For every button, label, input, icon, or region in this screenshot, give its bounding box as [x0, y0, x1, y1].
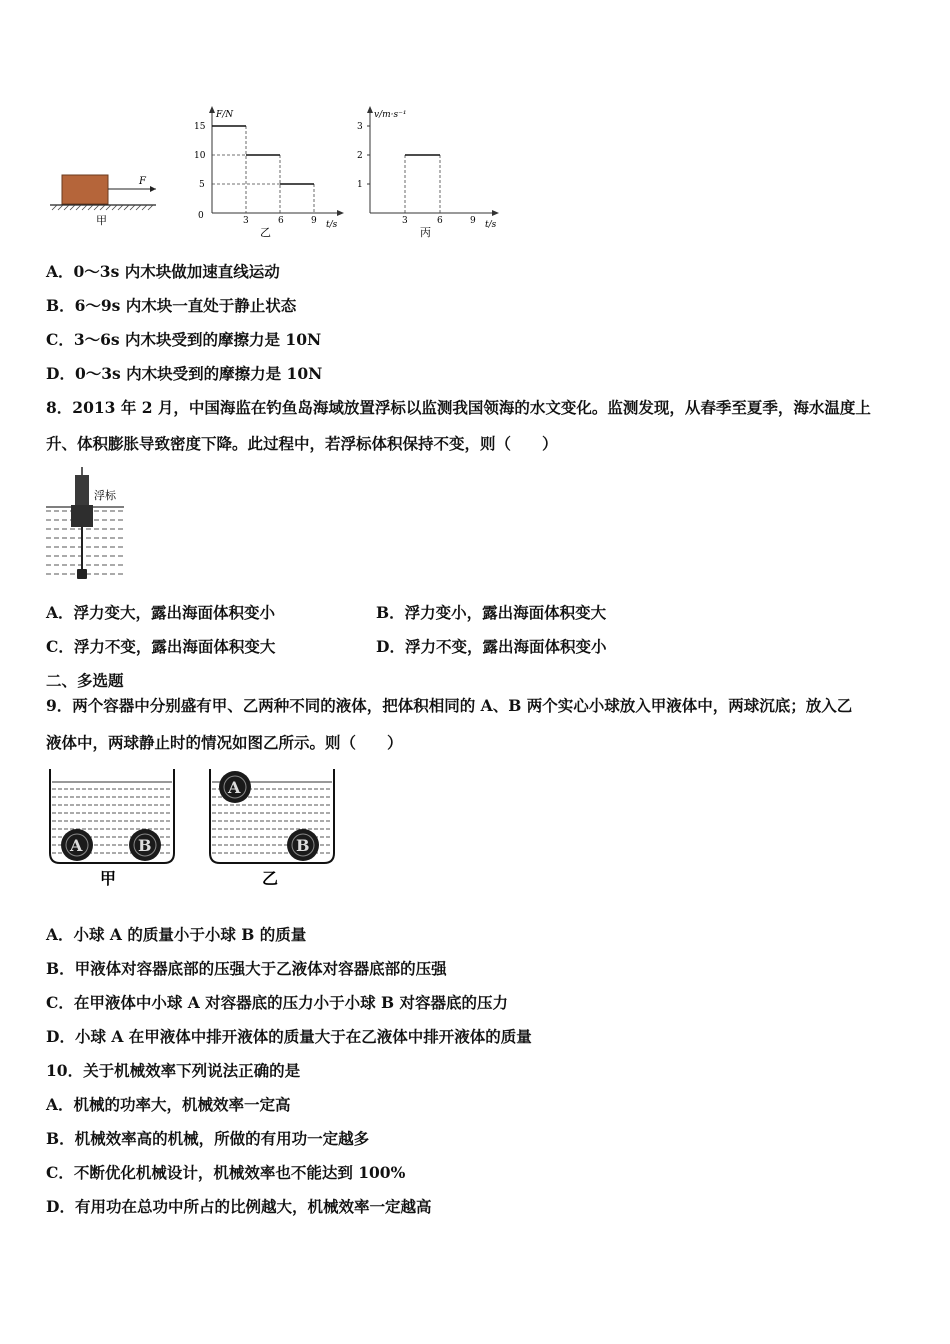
q8-option-a: A．浮力变大，露出海面体积变小: [46, 603, 276, 622]
q7-graph-yi: [190, 100, 350, 245]
graph-bing-ylabel: v/m·s⁻¹: [374, 110, 407, 120]
section-title-multi-choice: 二、多选题: [46, 671, 124, 690]
q8-option-b: B．浮力变小，露出海面体积变大: [376, 603, 607, 622]
ball-b-yi-label: B: [296, 836, 310, 855]
ball-a-jia-label: A: [70, 836, 83, 855]
q7-figure-block: [44, 168, 169, 230]
v-ytick-2: 2: [357, 151, 363, 161]
q9-stem-line2: 液体中，两球静止时的情况如图乙所示。则（ ）: [46, 733, 403, 752]
container-yi: [210, 769, 334, 888]
q9-option-a: A．小球 A 的质量小于小球 B 的质量: [46, 925, 307, 944]
container-label-jia: 甲: [100, 869, 117, 888]
q9-option-c: C．在甲液体中小球 A 对容器底的压力小于小球 B 对容器底的压力: [46, 993, 509, 1012]
buoy-anchor: [77, 569, 87, 579]
graph-bing-axes: [370, 110, 495, 213]
q7-option-c: C．3～6s 内木块受到的摩擦力是 10N: [46, 330, 322, 349]
q10-stem: 10．关于机械效率下列说法正确的是: [46, 1061, 301, 1080]
q9-option-d: D．小球 A 在甲液体中排开液体的质量大于在乙液体中排开液体的质量: [46, 1027, 532, 1046]
q8-stem-line2: 升、体积膨胀导致密度下降。此过程中，若浮标体积保持不变，则（ ）: [46, 434, 558, 453]
q10-option-d: D．有用功在总功中所占的比例越大，机械效率一定越高: [46, 1197, 432, 1216]
v-ytick-1: 1: [357, 180, 363, 190]
figure-label-bing: 丙: [420, 226, 431, 239]
ytick-5: 5: [199, 180, 205, 190]
graph-yi-dashes: [212, 126, 314, 213]
ball-a-yi-label: A: [228, 778, 241, 797]
q9-containers-figure: [44, 765, 344, 890]
q7-option-b: B．6～9s 内木块一直处于静止状态: [46, 296, 297, 315]
q10-option-b: B．机械效率高的机械，所做的有用功一定越多: [46, 1129, 370, 1148]
graph-yi-ylabel: F/N: [216, 110, 234, 120]
xtick-6: 6: [278, 216, 284, 226]
q10-option-c: C．不断优化机械设计，机械效率也不能达到 100%: [46, 1163, 406, 1182]
figure-label-jia: 甲: [96, 214, 107, 227]
figure-label-yi: 乙: [260, 226, 271, 239]
q7-option-a: A．0～3s 内木块做加速直线运动: [46, 262, 280, 281]
q8-option-d: D．浮力不变，露出海面体积变小: [376, 637, 607, 656]
q9-stem-line1: 9．两个容器中分别盛有甲、乙两种不同的液体，把体积相同的 A、B 两个实心小球放入甲液体中，两球沉底；放入乙: [46, 696, 853, 715]
container-jia: [50, 769, 174, 888]
ytick-10: 10: [194, 151, 206, 161]
v-ytick-3: 3: [357, 122, 363, 132]
q8-option-c: C．浮力不变，露出海面体积变大: [46, 637, 276, 656]
buoy-body: [75, 475, 89, 505]
buoy-label: 浮标: [94, 489, 116, 502]
graph-yi-xlabel: t/s: [326, 220, 338, 230]
q10-option-a: A．机械的功率大，机械效率一定高: [46, 1095, 291, 1114]
q7-option-d: D．0～3s 内木块受到的摩擦力是 10N: [46, 364, 323, 383]
xtick-3: 3: [243, 216, 249, 226]
v-xtick-9: 9: [470, 216, 476, 226]
q9-option-b: B．甲液体对容器底部的压强大于乙液体对容器底部的压强: [46, 959, 447, 978]
v-xtick-6: 6: [437, 216, 443, 226]
ytick-15: 15: [194, 122, 206, 132]
force-label: F: [139, 176, 146, 187]
xtick-9: 9: [311, 216, 317, 226]
q7-graph-bing: [345, 100, 510, 245]
container-label-yi: 乙: [262, 869, 279, 888]
wood-block: [62, 175, 108, 204]
q8-stem-line1: 8．2013 年 2 月，中国海监在钓鱼岛海域放置浮标以监测我国领海的水文变化。监测发现，从春季至夏季，海水温度上: [46, 398, 871, 417]
ground-hatch: [52, 205, 153, 210]
ball-b-jia-label: B: [138, 836, 152, 855]
graph-bing-dashes: [405, 155, 440, 213]
q8-buoy-figure: [44, 465, 134, 587]
v-xtick-3: 3: [402, 216, 408, 226]
graph-bing-xlabel: t/s: [485, 220, 497, 230]
graph-yi-origin: 0: [198, 211, 204, 221]
